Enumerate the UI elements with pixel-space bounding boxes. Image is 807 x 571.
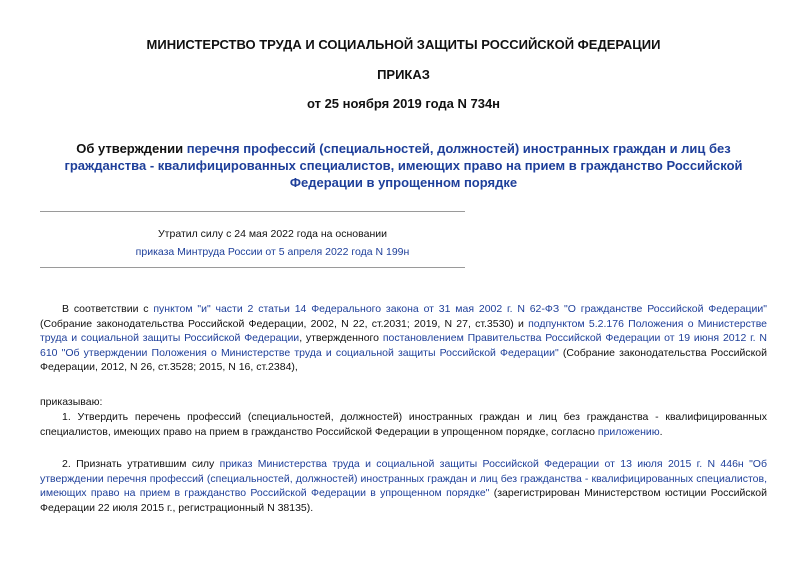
lost-force-note: Утратил силу с 24 мая 2022 года на основании	[158, 228, 387, 240]
item1-end: .	[659, 425, 663, 438]
item2-text: 2. Признать утратившим силу	[62, 458, 220, 470]
subject-link[interactable]: перечня профессий (специальностей, должностей) иностранных граждан и лиц без гражданства - квалифицированных специалистов, имеющих право на прием в гражданство Российской Федерации в упрощенном порядке	[64, 141, 743, 190]
divider-bottom	[40, 267, 465, 268]
order-item-2	[40, 457, 767, 515]
basis-text-2: (Собрание законодательства Российской Федерации, 2002, N 22, ст.2031; 2019, N 27, ст.3530) и	[40, 317, 529, 330]
basis-text-1: В соответствии с	[62, 303, 154, 315]
document-type: ПРИКАЗ	[377, 67, 430, 82]
subject-prefix: Об утверждении	[76, 141, 187, 156]
item2-end: (зарегистрирован Министерством юстиции Российской Федерации 22 июля 2015 г., регистрационный N 38135).	[40, 487, 767, 514]
orders-word: приказываю:	[40, 396, 103, 408]
regulation-subpoint-link[interactable]: подпунктом 5.2.176 Положения о Министерстве труда и социальной защиты Российской Федерации	[40, 317, 768, 344]
order-item-1	[40, 410, 767, 439]
lost-force-link[interactable]: приказа Минтруда России от 5 апреля 2022 года N 199н	[135, 246, 410, 258]
divider-top	[40, 211, 465, 212]
government-decree-link[interactable]: постановлением Правительства Российской Федерации от 19 июня 2012 г. N 610 "Об утверждении Положения о Министерстве труда и социальной защиты Российской Федерации"	[40, 332, 767, 359]
law-62fz-link[interactable]: пунктом "и" части 2 статьи 14 Федерального закона от 31 мая 2002 г. N 62-ФЗ "О гражданстве Российской Федерации"	[153, 303, 768, 315]
order-subject	[40, 140, 767, 191]
repealed-order-link[interactable]: приказ Министерства труда и социальной защиты Российской Федерации от 13 июля 2015 г. N 446н "Об утверждении перечня профессий (специальностей, должностей) иностранных граждан и лиц без гражданства - квалифицированных специалистов, имеющих право на прием в гражданство Российской Федерации в упрощенном порядке"	[40, 458, 767, 499]
basis-paragraph	[40, 302, 767, 375]
basis-text-3: , утвержденного	[299, 332, 383, 344]
basis-text-4: (Собрание законодательства Российской Федерации, 2012, N 26, ст.3528; 2015, N 16, ст.2384),	[40, 346, 767, 373]
ministry-title: МИНИСТЕРСТВО ТРУДА И СОЦИАЛЬНОЙ ЗАЩИТЫ РОССИЙСКОЙ ФЕДЕРАЦИИ	[146, 37, 661, 52]
item1-text: 1. Утвердить перечень профессий (специальностей, должностей) иностранных граждан и лиц без гражданства - квалифицированных специалистов, имеющих право на прием в гражданство Российской Федерации в упрощенном порядке, согласно	[40, 411, 767, 438]
order-date: от 25 ноября 2019 года N 734н	[306, 96, 501, 111]
appendix-link[interactable]: приложению	[597, 425, 660, 438]
